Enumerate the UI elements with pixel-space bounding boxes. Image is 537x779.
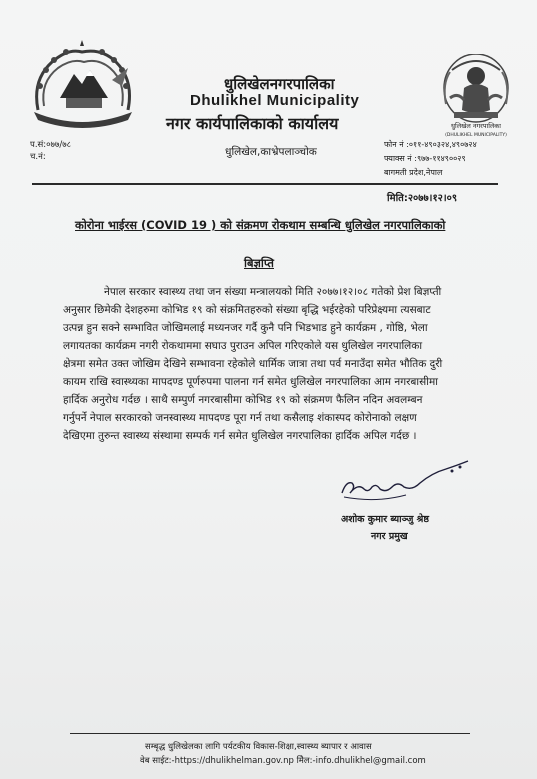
body-line: गर्नुपर्ने नेपाल सरकारको जनस्वास्थ्य मापदण्ड पूरा गर्न तथा कसैलाइ शंकास्पद कोरोनाको लक्षण bbox=[63, 412, 417, 424]
reference-number: प.सं:०७७/७८ bbox=[30, 140, 72, 150]
footer-web-contact: वेब साईट:-https://dhulikhelman.gov.np मिेल:-info.dhulikhel@gmail.com bbox=[140, 756, 426, 766]
nepal-emblem-icon bbox=[24, 40, 142, 132]
body-line: क्षेत्रमा समेत उक्त जोखिम देखिने सम्भावना रहेकोले धार्मिक जात्रा तथा पर्व मनाउँदा समेत भौतिक दुरी bbox=[63, 358, 443, 370]
phone-number: फोन नं :०११-४९०३२४,४९०७२४ bbox=[384, 140, 477, 149]
header-divider bbox=[32, 183, 498, 185]
body-line: लगायतका कार्यक्रम नगरी रोकथाममा सघाउ पुराउन अपिल गरिएकोले यस धुलिखेल नगरपालिका bbox=[63, 340, 423, 352]
logo-caption-nepali: धुलिखेल नगरपालिका bbox=[451, 122, 501, 130]
body-line: कायम राखि स्वास्थ्यका मापदण्ड पूर्णरुपमा पालना गर्न समेत धुलिखेल नगरपालिका आम नगरबासीमा bbox=[63, 376, 438, 388]
signatory-name: अशोक कुमार ब्याञ्जु श्रेष्ठ bbox=[341, 514, 429, 525]
municipality-logo-icon bbox=[428, 54, 528, 138]
dispatch-number: च.नं: bbox=[30, 152, 46, 162]
body-line: उत्पन्न हुन सक्ने सम्भावित जोखिमलाई मध्यनजर गर्दै कुनै पनि भिडभाड हुने कार्यक्रम , गोष्ठि, भेला bbox=[63, 322, 428, 334]
fax-number: फ्याक्स नं :९७७-११४९००२९ bbox=[384, 154, 466, 163]
office-name: नगर कार्यपालिकाको कार्यालय bbox=[166, 114, 339, 133]
body-line: अनुसार छिमेकी देशहरुमा कोभिड १९ को संक्रमितहरुको संख्या बृद्धि भईरहेको परिप्रेक्ष्यमा त्यसबाट bbox=[63, 304, 431, 316]
office-address: धुलिखेल,काभ्रेपलाञ्चोक bbox=[225, 146, 317, 158]
municipality-name-english: Dhulikhel Municipality bbox=[190, 92, 360, 109]
municipality-name-nepali: धुलिखेलनगरपालिका bbox=[224, 75, 335, 93]
signatory-title: नगर प्रमुख bbox=[371, 531, 408, 542]
notice-subject: कोरोना भाईरस (COVID 19 ) को संक्रमण रोकथाम सम्बन्धि धुलिखेल नगरपालिकाको bbox=[75, 218, 446, 232]
signature-icon bbox=[336, 453, 476, 509]
logo-caption-english: (DHULIKHEL MUNICIPALITY) bbox=[445, 133, 507, 138]
body-line: हार्दिक अनुरोध गर्दछ । साथै सम्पुर्ण नगरबासीमा कोभिड १९ को संक्रमण फैलिन नदिन अवलम्बन bbox=[63, 394, 423, 406]
notice-date: मिति:२०७७।१२।०९ bbox=[387, 193, 458, 204]
footer-divider bbox=[70, 733, 470, 734]
footer-tagline: सम्बृद्ध धुलिखेलका लागि पर्यटकीय विकास-शिक्षा,स्वास्थ्य ब्यापार र आवास bbox=[145, 742, 372, 752]
province-name: बागमती प्रदेश,नेपाल bbox=[384, 168, 443, 177]
notice-heading: बिज्ञप्ति bbox=[244, 256, 274, 270]
body-line: नेपाल सरकार स्वास्थ्य तथा जन संख्या मन्त्रालयको मिति २०७७।१२।०८ गतेको प्रेश बिज्ञप्ती bbox=[104, 286, 442, 298]
body-line: देखिएमा तुरुन्त स्वास्थ्य संस्थामा सम्पर्क गर्न समेत धुलिखेल नगरपालिका हार्दिक अपिल गर्दछ । bbox=[63, 430, 417, 442]
